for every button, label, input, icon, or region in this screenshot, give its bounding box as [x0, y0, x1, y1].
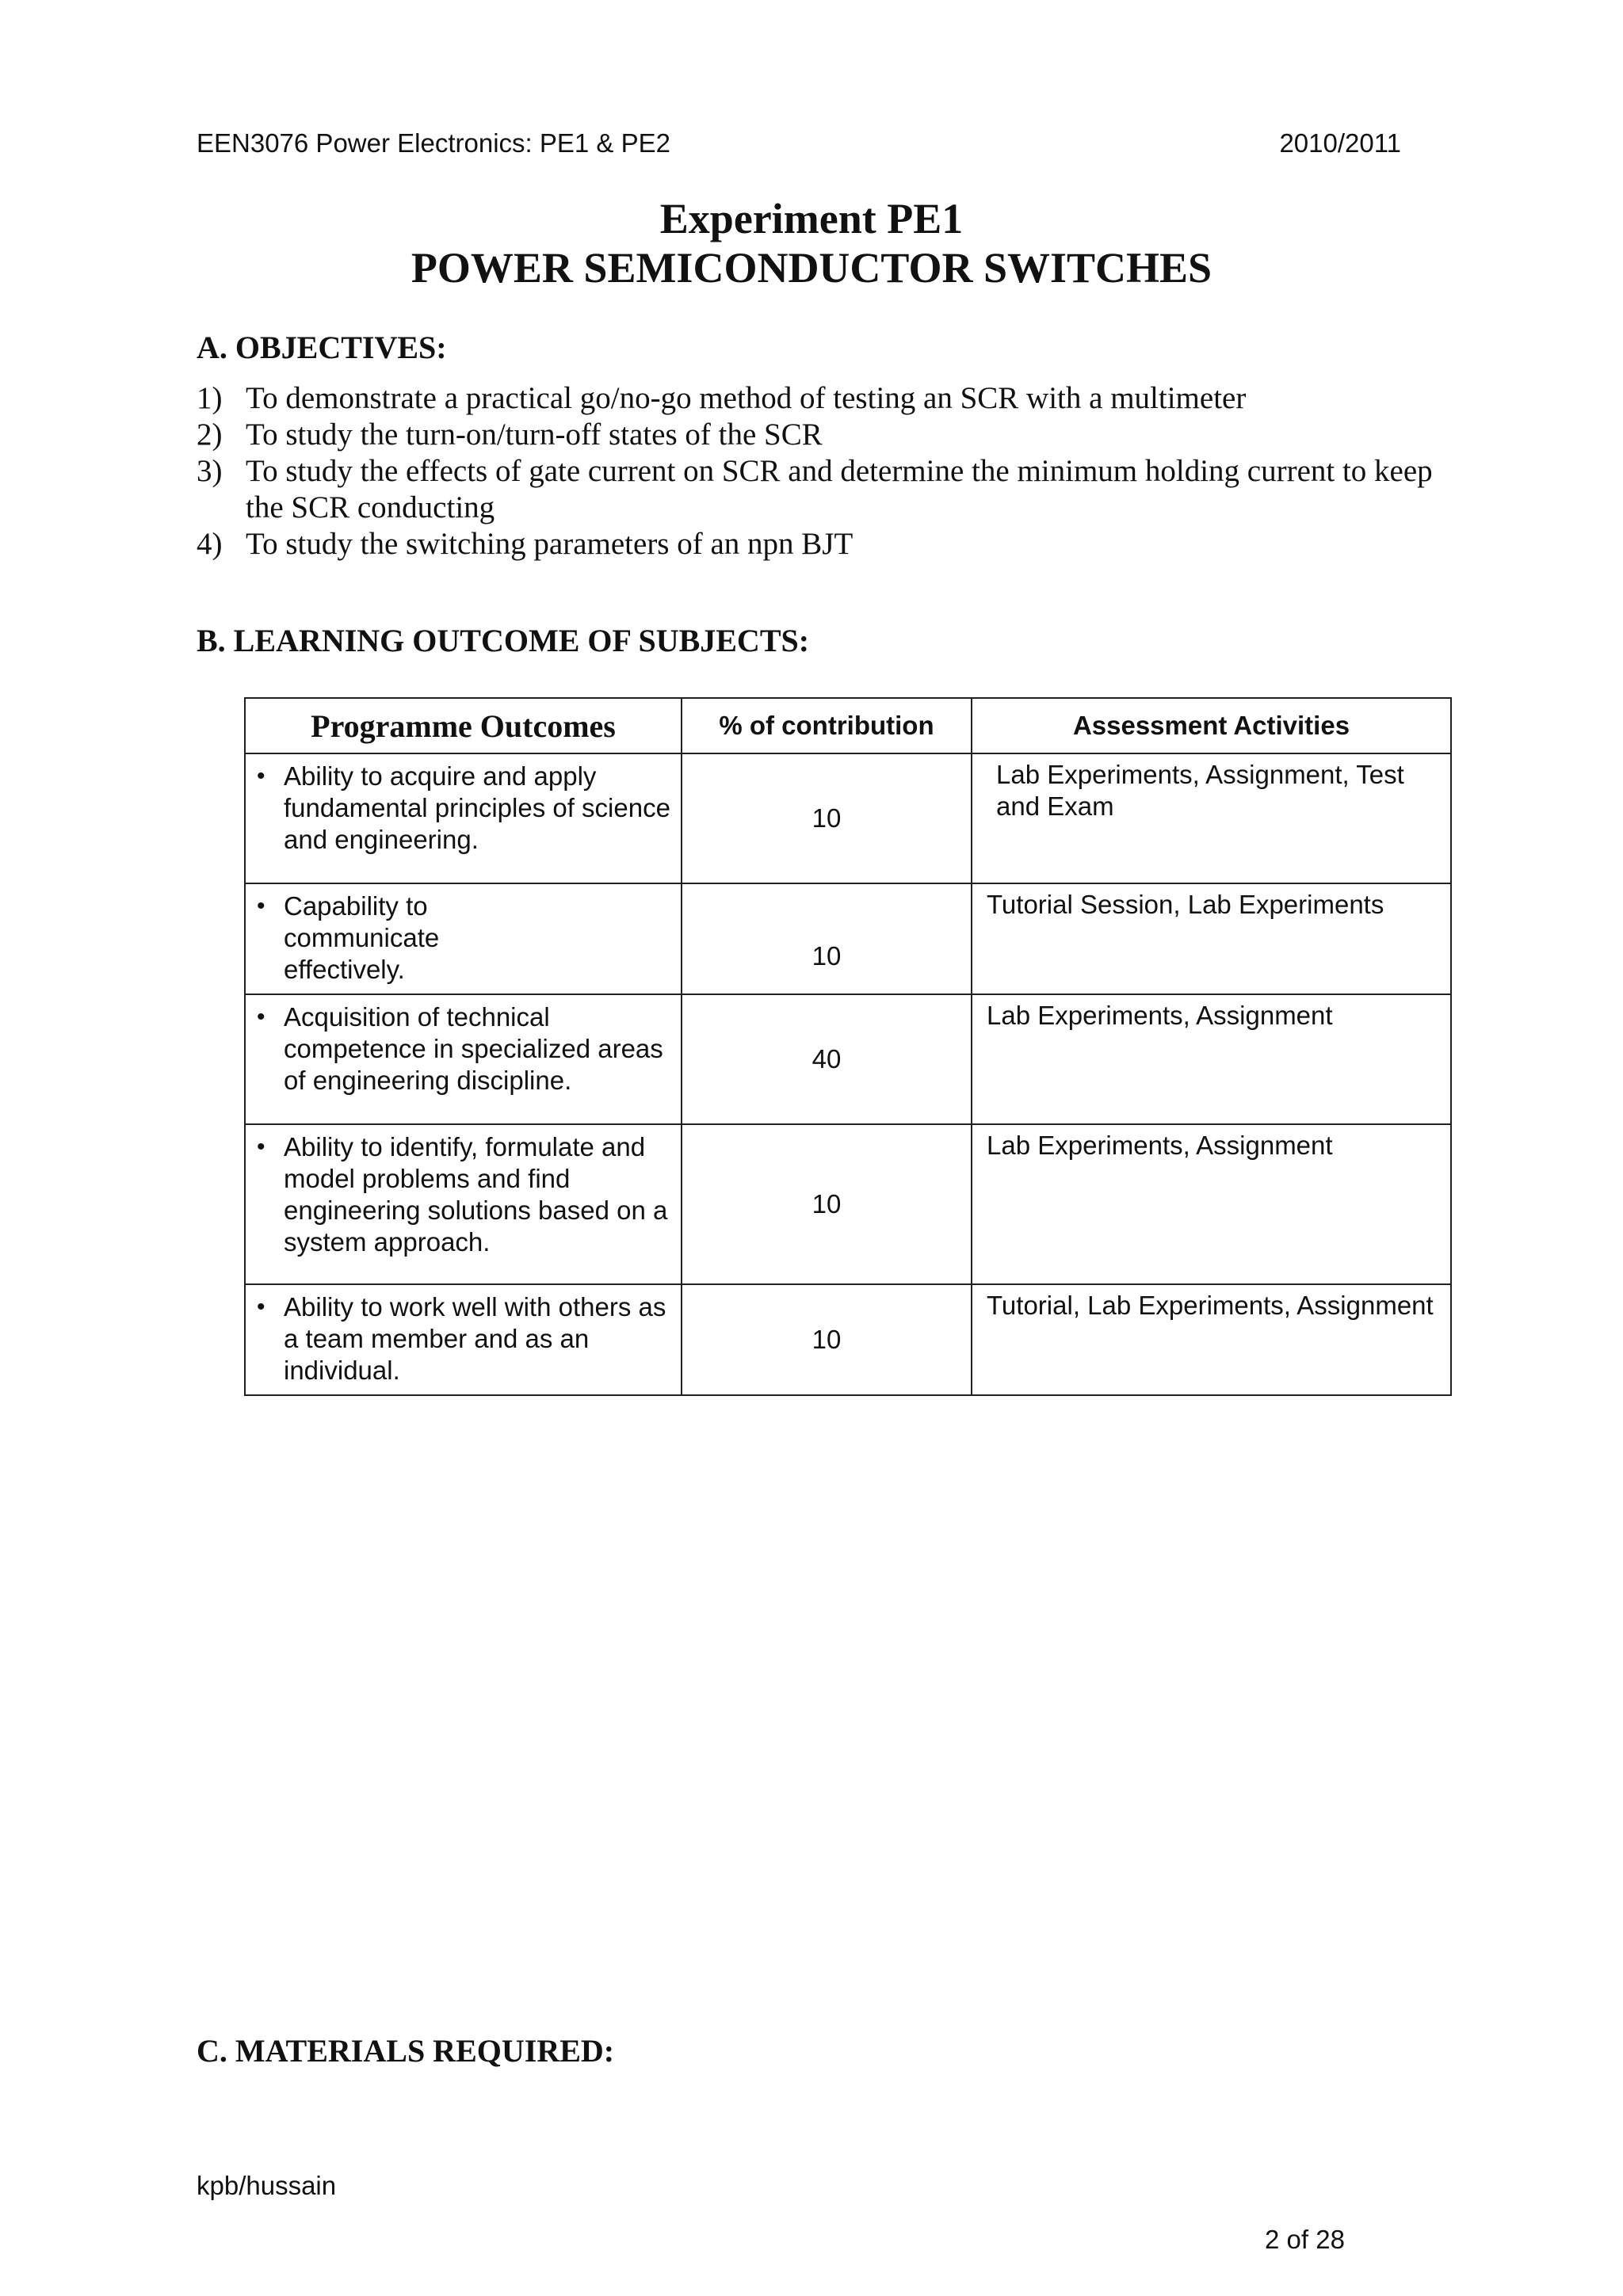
- outcome-text: Capability to communicate effectively.: [284, 891, 440, 984]
- outcome-cell: [245, 1124, 682, 1284]
- bullet: •: [257, 1004, 265, 1030]
- objective-number: 4): [197, 527, 223, 561]
- objective-item: [197, 417, 1449, 453]
- page-number: 2 of 28: [1265, 2225, 1345, 2254]
- contribution-cell: 10: [682, 753, 972, 883]
- page-title: [0, 194, 1623, 292]
- title-line-2: POWER SEMICONDUCTOR SWITCHES: [411, 244, 1212, 292]
- bullet: •: [257, 1294, 265, 1320]
- activities-cell: Tutorial, Lab Experiments, Assignment: [972, 1284, 1451, 1395]
- title-line-1: Experiment PE1: [659, 195, 964, 242]
- learning-outcome-table: [244, 697, 1452, 1396]
- objective-item: [197, 380, 1449, 417]
- objective-text: To study the effects of gate current on SCR and determine the minimum holding current to keep the SCR conducting: [246, 454, 1433, 524]
- activities-cell: Lab Experiments, Assignment: [972, 1124, 1451, 1284]
- table-row: [245, 1284, 1451, 1395]
- outcome-cell: [245, 883, 682, 994]
- table-row: [245, 883, 1451, 994]
- activities-cell: Tutorial Session, Lab Experiments: [972, 883, 1451, 994]
- objectives-list: [197, 380, 1449, 563]
- objective-number: 2): [197, 418, 223, 452]
- outcome-text: Ability to acquire and apply fundamental principles of science and engineering.: [284, 761, 670, 854]
- materials-heading: C. MATERIALS REQUIRED:: [197, 2033, 615, 2069]
- outcome-cell: [245, 753, 682, 883]
- objective-text: To study the switching parameters of an npn BJT: [246, 527, 854, 561]
- bullet: •: [257, 1134, 265, 1160]
- objective-item: [197, 453, 1449, 526]
- outcome-cell: [245, 994, 682, 1124]
- contribution-cell: 10: [682, 883, 972, 994]
- contribution-cell: 10: [682, 1284, 972, 1395]
- table-header-row: [245, 698, 1451, 753]
- contribution-cell: 40: [682, 994, 972, 1124]
- outcome-text: Ability to identify, formulate and model problems and find engineering solutions based on a system approach.: [284, 1132, 668, 1257]
- activities-cell: Lab Experiments, Assignment, Test and Exam: [972, 753, 1451, 883]
- table-row: [245, 994, 1451, 1124]
- objective-number: 1): [197, 381, 223, 415]
- bullet: •: [257, 893, 265, 919]
- objective-text: To demonstrate a practical go/no-go method of testing an SCR with a multimeter: [246, 381, 1247, 415]
- outcome-cell: [245, 1284, 682, 1395]
- objective-text: To study the turn-on/turn-off states of the SCR: [246, 418, 823, 452]
- header-course: EEN3076 Power Electronics: PE1 & PE2: [197, 128, 670, 158]
- outcome-text: Acquisition of technical competence in specialized areas of engineering discipline.: [284, 1002, 663, 1095]
- header-assessment: Assessment Activities: [972, 698, 1451, 753]
- outcome-text: Ability to work well with others as a team member and as an individual.: [284, 1292, 666, 1385]
- objective-number: 3): [197, 454, 223, 488]
- footer-author: kpb/hussain: [197, 2171, 337, 2200]
- table-row: [245, 1124, 1451, 1284]
- learning-outcome-heading: B. LEARNING OUTCOME OF SUBJECTS:: [197, 623, 810, 658]
- header-programme-outcomes: Programme Outcomes: [245, 698, 682, 753]
- activities-cell: Lab Experiments, Assignment: [972, 994, 1451, 1124]
- table-row: [245, 753, 1451, 883]
- objectives-heading: A. OBJECTIVES:: [197, 330, 447, 365]
- bullet: •: [257, 763, 265, 789]
- header-session: 2010/2011: [1279, 128, 1401, 158]
- header-contribution: % of contribution: [682, 698, 972, 753]
- objective-item: [197, 526, 1449, 563]
- contribution-cell: 10: [682, 1124, 972, 1284]
